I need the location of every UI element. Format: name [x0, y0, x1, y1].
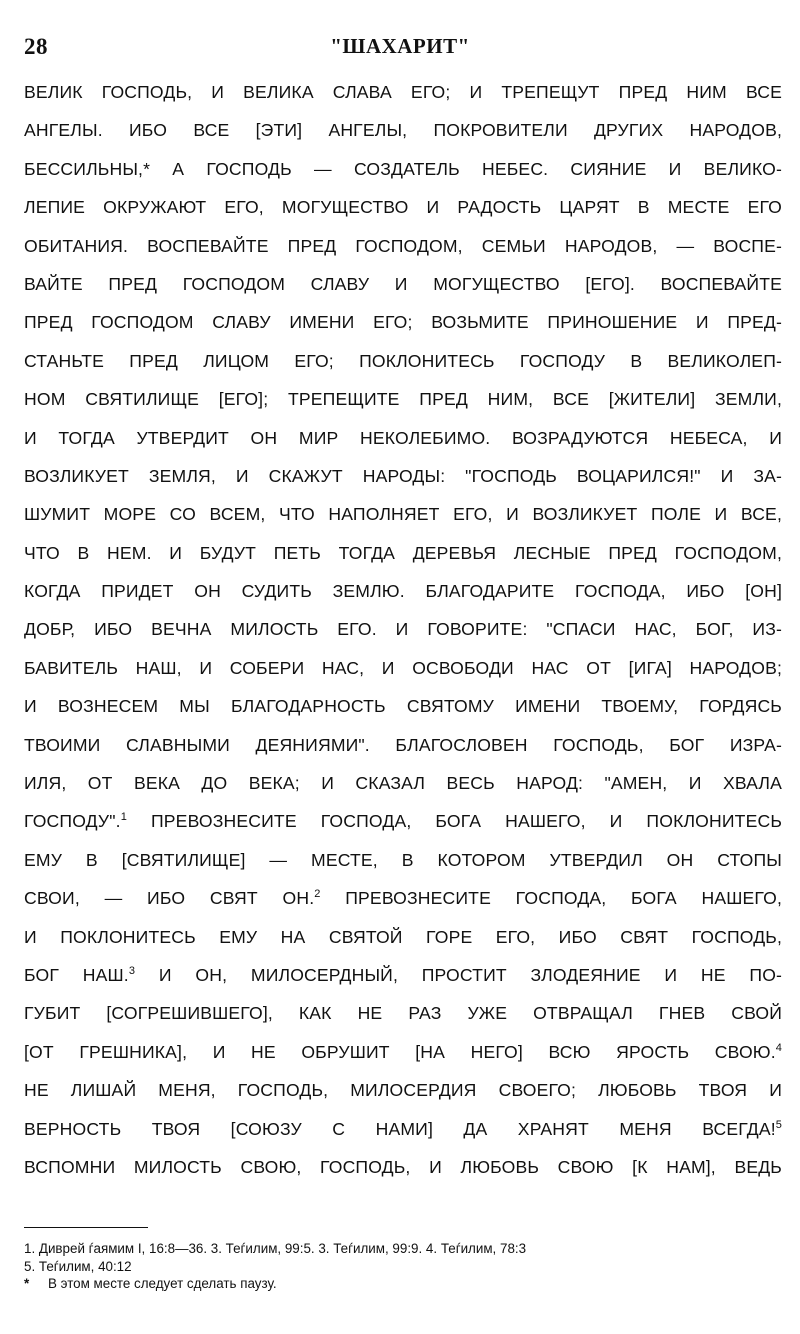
footnote-line: 5. Теѓилим, 40:12 [24, 1258, 132, 1274]
text-line: ПРЕД ГОСПОДОМ СЛАВУ ИМЕНИ ЕГО; ВОЗЬМИТЕ ПРИНОШЕНИЕ И ПРЕД- [24, 312, 782, 333]
text-line: АНГЕЛЫ. ИБО ВСЕ [ЭТИ] АНГЕЛЫ, ПОКРОВИТЕЛИ ДРУГИХ НАРОДОВ, [24, 120, 782, 141]
text-line: ВЕЛИК ГОСПОДЬ, И ВЕЛИКА СЛАВА ЕГО; И ТРЕПЕЩУТ ПРЕД НИМ ВСЕ [24, 82, 782, 102]
text-line: ОБИТАНИЯ. ВОСПЕВАЙТЕ ПРЕД ГОСПОДОМ, СЕМЬИ НАРОДОВ, — ВОСПЕ- [24, 235, 782, 256]
text-line: НОМ СВЯТИЛИЩЕ [ЕГО]; ТРЕПЕЩИТЕ ПРЕД НИМ, ВСЕ [ЖИТЕЛИ] ЗЕМЛИ, [24, 389, 782, 410]
text-line: СВОИ, — ИБО СВЯТ ОН.$^2$ ПРЕВОЗНЕСИТЕ ГОСПОДА, БОГА НАШЕГО, [24, 888, 782, 909]
footnote-reference: 1 [120, 811, 127, 824]
text-line: СТАНЬТЕ ПРЕД ЛИЦОМ ЕГО; ПОКЛОНИТЕСЬ ГОСПОДУ В ВЕЛИКОЛЕП- [24, 350, 782, 371]
text-line: ШУМИТ МОРЕ СО ВСЕМ, ЧТО НАПОЛНЯЕТ ЕГО, И ВОЗЛИКУЕТ ПОЛЕ И ВСЕ, [24, 504, 782, 525]
text-line: ИЛЯ, ОТ ВЕКА ДО ВЕКА; И СКАЗАЛ ВЕСЬ НАРОД: "АМЕН, И ХВАЛА [24, 773, 782, 794]
footnote-reference: 2 [314, 888, 321, 901]
text-line: ДОБР, ИБО ВЕЧНА МИЛОСТЬ ЕГО. И ГОВОРИТЕ: "СПАСИ НАС, БОГ, ИЗ- [24, 619, 782, 640]
text-line: НЕ ЛИШАЙ МЕНЯ, ГОСПОДЬ, МИЛОСЕРДИЯ СВОЕГО; ЛЮБОВЬ ТВОЯ И [24, 1080, 782, 1101]
text-line: ВЕРНОСТЬ ТВОЯ [СОЮЗУ С НАМИ] ДА ХРАНЯТ МЕНЯ ВСЕГДА!$^5$ [24, 1118, 782, 1139]
text-line: ВОЗЛИКУЕТ ЗЕМЛЯ, И СКАЖУТ НАРОДЫ: "ГОСПОДЬ ВОЦАРИЛСЯ!" И ЗА- [24, 465, 782, 486]
asterisk-marker: * [24, 1276, 30, 1291]
text-line: [ОТ ГРЕШНИКА], И НЕ ОБРУШИТ [НА НЕГО] ВСЮ ЯРОСТЬ СВОЮ.$^4$ [24, 1041, 782, 1062]
text-line: ВСПОМНИ МИЛОСТЬ СВОЮ, ГОСПОДЬ, И ЛЮБОВЬ СВОЮ [К НАМ], ВЕДЬ [24, 1156, 782, 1177]
text-line: КОГДА ПРИДЕТ ОН СУДИТЬ ЗЕМЛЮ. БЛАГОДАРИТЕ ГОСПОДА, ИБО [ОН] [24, 581, 782, 602]
footnotes [24, 1240, 780, 1293]
text-line: ВАЙТЕ ПРЕД ГОСПОДОМ СЛАВУ И МОГУЩЕСТВО [ЕГО]. ВОСПЕВАЙТЕ [24, 273, 782, 294]
text-line: ЕМУ В [СВЯТИЛИЩЕ] — МЕСТЕ, В КОТОРОМ УТВЕРДИЛ ОН СТОПЫ [24, 849, 782, 870]
footnote-reference: 5 [775, 1118, 782, 1131]
asterisk-note-text: В этом месте следует сделать паузу. [48, 1276, 277, 1291]
running-title: "ШАХАРИТ" [330, 34, 470, 58]
footnote-asterisk-note [24, 1275, 780, 1293]
text-line: И ПОКЛОНИТЕСЬ ЕМУ НА СВЯТОЙ ГОРЕ ЕГО, ИБО СВЯТ ГОСПОДЬ, [24, 926, 782, 947]
text-line: ТВОИМИ СЛАВНЫМИ ДЕЯНИЯМИ". БЛАГОСЛОВЕН ГОСПОДЬ, БОГ ИЗРА- [24, 734, 782, 755]
text-line: ГОСПОДУ".$^1$ ПРЕВОЗНЕСИТЕ ГОСПОДА, БОГА НАШЕГО, И ПОКЛОНИТЕСЬ [24, 811, 782, 832]
text-line: БОГ НАШ.$^3$ И ОН, МИЛОСЕРДНЫЙ, ПРОСТИТ ЗЛОДЕЯНИЕ И НЕ ПО- [24, 964, 782, 985]
footnote-line: 1. Диврей ѓаямим I, 16:8—36. 3. Теѓилим, 99:5. 3. Теѓилим, 99:9. 4. Теѓилим, 78:3 [24, 1241, 527, 1256]
text-line: И ТОГДА УТВЕРДИТ ОН МИР НЕКОЛЕБИМО. ВОЗРАДУЮТСЯ НЕБЕСА, И [24, 427, 782, 448]
prayer-text [24, 73, 782, 1186]
text-line: БЕССИЛЬНЫ,* А ГОСПОДЬ — СОЗДАТЕЛЬ НЕБЕС. СИЯНИЕ И ВЕЛИКО- [24, 158, 782, 179]
text-line: И ВОЗНЕСЕМ МЫ БЛАГОДАРНОСТЬ СВЯТОМУ ИМЕНИ ТВОЕМУ, ГОРДЯСЬ [24, 696, 782, 717]
text-line: БАВИТЕЛЬ НАШ, И СОБЕРИ НАС, И ОСВОБОДИ НАС ОТ [ИГА] НАРОДОВ; [24, 657, 782, 678]
text-line: ЧТО В НЕМ. И БУДУТ ПЕТЬ ТОГДА ДЕРЕВЬЯ ЛЕСНЫЕ ПРЕД ГОСПОДОМ, [24, 542, 782, 563]
footnote-reference: 4 [775, 1041, 782, 1054]
footnote-divider [24, 1227, 148, 1228]
footnote-reference: 3 [128, 964, 136, 977]
text-line: ГУБИТ [СОГРЕШИВШЕГО], КАК НЕ РАЗ УЖЕ ОТВРАЩАЛ ГНЕВ СВОЙ [24, 1003, 782, 1024]
text-line: ЛЕПИЕ ОКРУЖАЮТ ЕГО, МОГУЩЕСТВО И РАДОСТЬ ЦАРЯТ В МЕСТЕ ЕГО [24, 197, 782, 218]
page-number: 28 [24, 34, 48, 59]
